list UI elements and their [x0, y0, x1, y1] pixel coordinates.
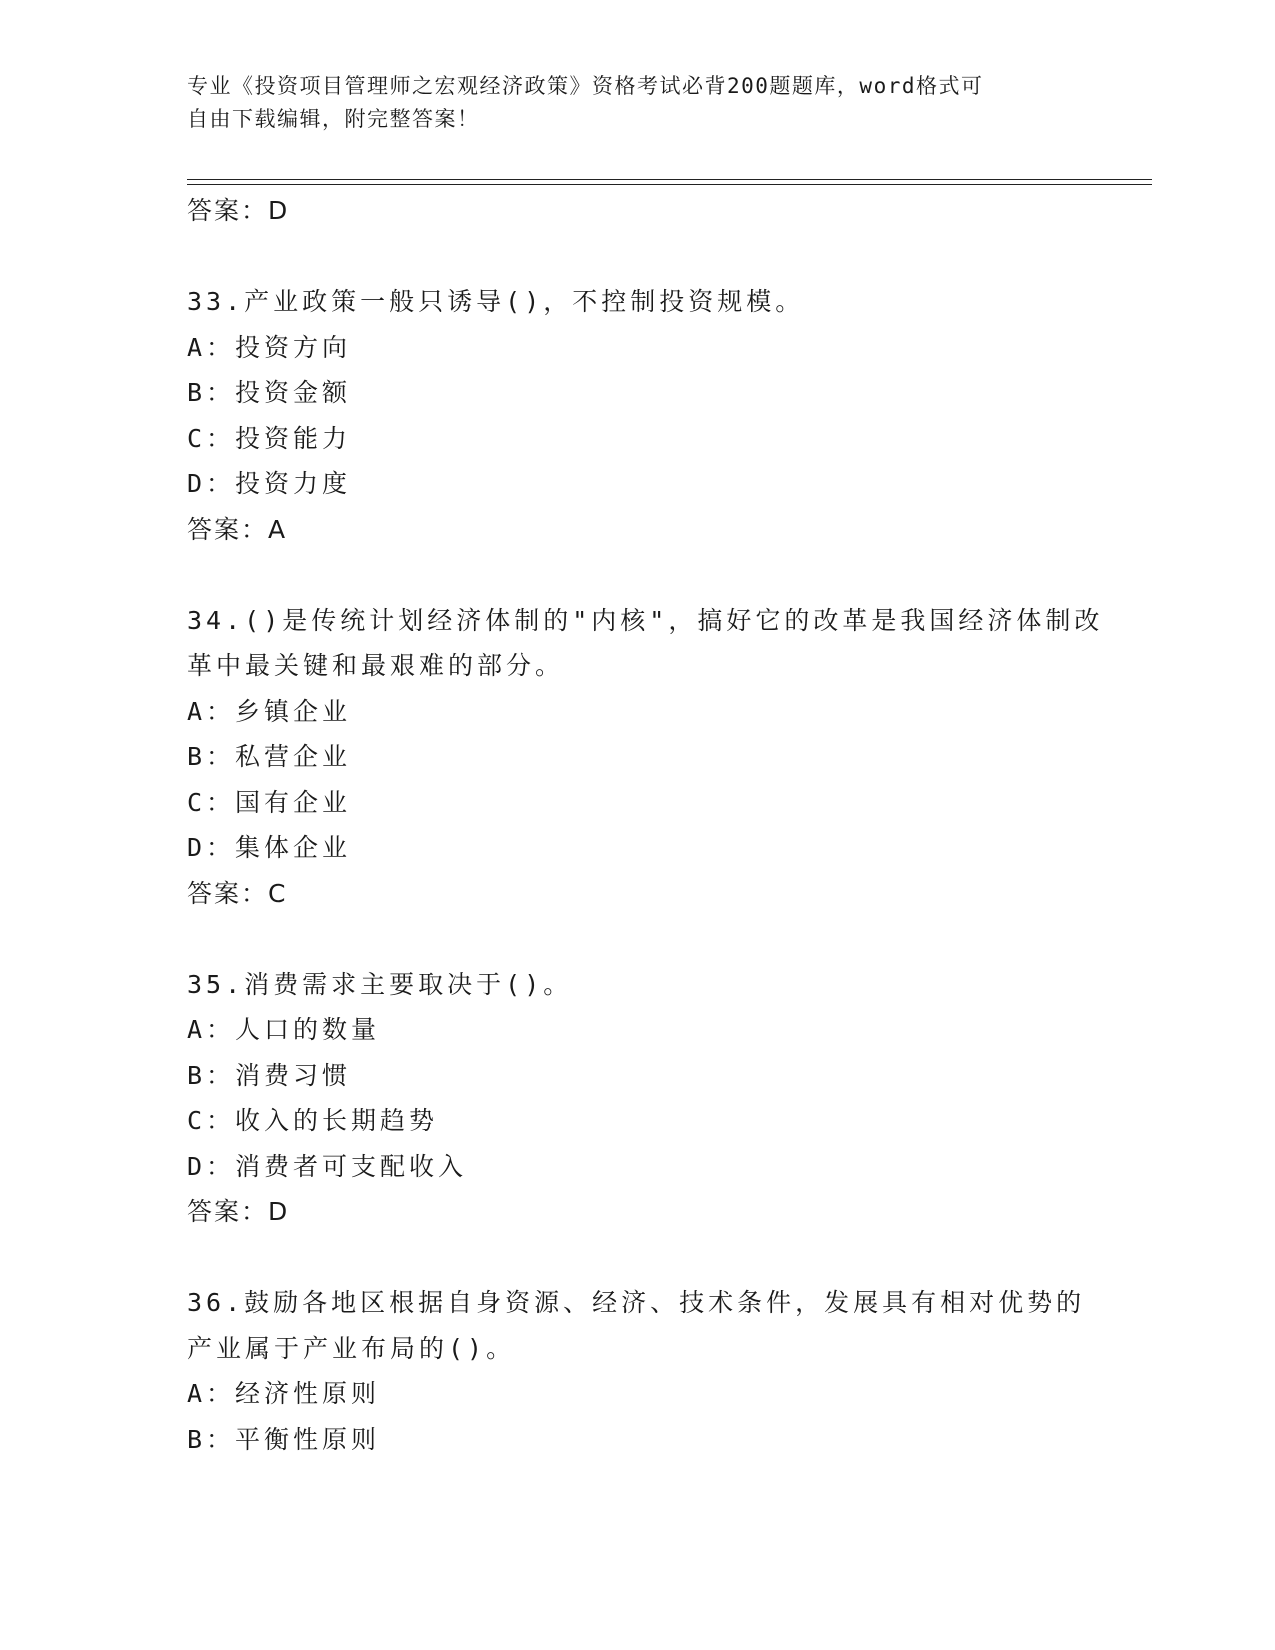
header-divider-top	[187, 179, 1152, 180]
option-a: A：乡镇企业	[187, 696, 352, 726]
header-divider-bottom	[187, 184, 1152, 185]
option-d: D：消费者可支配收入	[187, 1151, 468, 1181]
option-b: B：投资金额	[187, 378, 352, 407]
question-34	[187, 598, 1104, 917]
question-text: 34.()是传统计划经济体制的"内核"，搞好它的改革是我国经济体制改	[187, 605, 1104, 635]
spacer	[187, 234, 1087, 280]
question-text: 35.消费需求主要取决于()。	[187, 969, 573, 999]
option-c: C：收入的长期趋势	[187, 1106, 439, 1135]
option-d: D：集体企业	[187, 833, 352, 862]
document-header	[187, 70, 1067, 136]
spacer	[187, 916, 1087, 962]
question-text: 33.产业政策一般只诱导()，不控制投资规模。	[187, 287, 805, 316]
previous-answer: 答案：D	[187, 196, 290, 225]
spacer	[187, 1235, 1087, 1281]
question-text-continued: 革中最关键和最艰难的部分。	[187, 651, 565, 680]
question-list	[187, 188, 1104, 1462]
question-text-continued: 产业属于产业布局的()。	[187, 1333, 516, 1363]
option-a: A：投资方向	[187, 332, 352, 362]
answer: 答案：C	[187, 878, 288, 908]
spacer	[187, 552, 1087, 598]
question-33	[187, 279, 1087, 552]
option-a: A：经济性原则	[187, 1379, 381, 1408]
question-36	[187, 1280, 1087, 1462]
option-b: B：私营企业	[187, 742, 352, 771]
option-b: B：消费习惯	[187, 1060, 352, 1090]
option-d: D：投资力度	[187, 469, 352, 498]
question-text: 36.鼓励各地区根据自身资源、经济、技术条件，发展具有相对优势的	[187, 1288, 1086, 1317]
option-c: C：国有企业	[187, 787, 352, 817]
header-line-2: 自由下载编辑，附完整答案！	[187, 107, 480, 131]
answer: 答案：A	[187, 514, 288, 544]
option-a: A：人口的数量	[187, 1015, 381, 1044]
header-line-1: 专业《投资项目管理师之宏观经济政策》资格考试必背200题题库，word格式可	[187, 74, 984, 98]
answer: 答案：D	[187, 1197, 290, 1226]
option-b: B：平衡性原则	[187, 1424, 381, 1454]
option-c: C：投资能力	[187, 423, 352, 453]
question-35	[187, 962, 1087, 1235]
